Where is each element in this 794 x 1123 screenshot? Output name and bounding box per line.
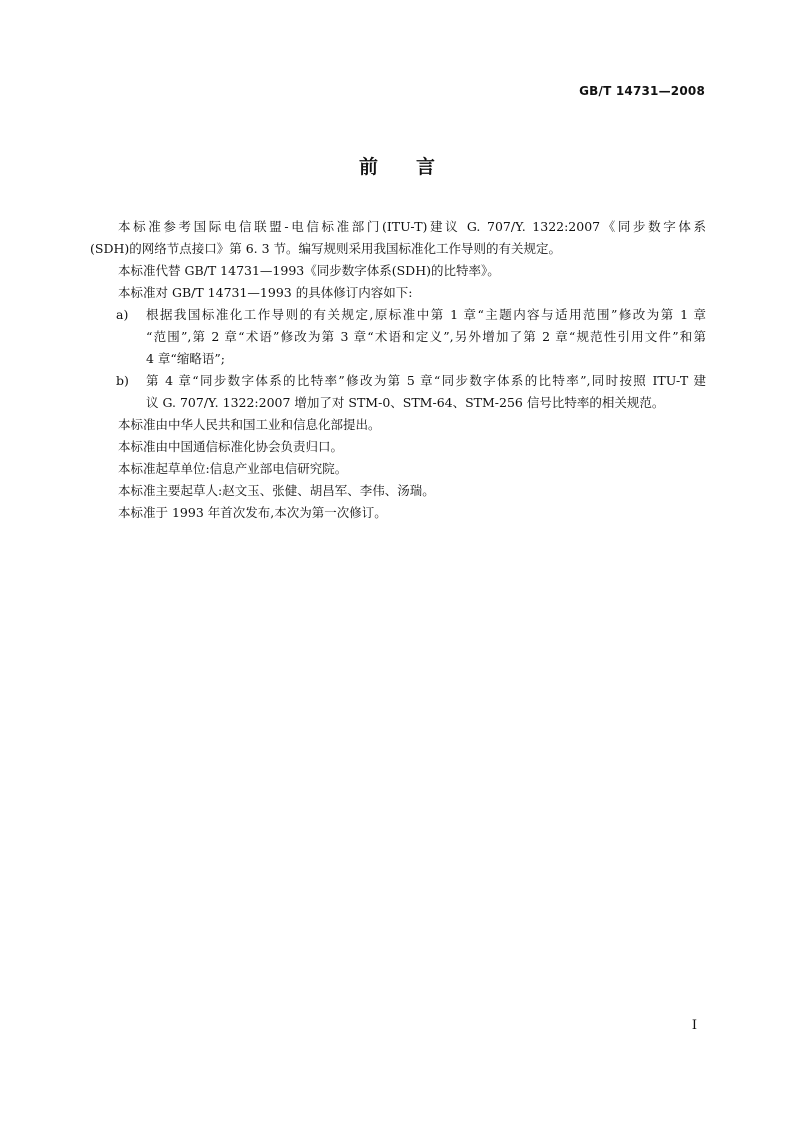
title-char-1: 前 [358,156,378,178]
foreword-body [90,216,706,524]
page-number: I [691,1018,697,1033]
paragraph-replaces: 本标准代替 GB/T 14731—1993《同步数字体系(SDH)的比特率》。 [118,263,500,278]
list-marker-a: a) [116,307,129,322]
list-item-b-line-2: 议 G. 707/Y. 1322:2007 增加了对 STM-0、STM-64、STM-256 信号比特率的相关规范。 [146,395,665,410]
paragraph-proposed-by: 本标准由中华人民共和国工业和信息化部提出。 [118,417,381,432]
list-item-b [118,370,706,414]
paragraph-reference-line-2: (SDH)的网络节点接口》第 6. 3 节。编写规则采用我国标准化工作导则的有关规定。 [90,241,562,256]
list-item-a-line-2: “范围”,第 2 章“术语”修改为第 3 章“术语和定义”,另外增加了第 2 章“规范性引用文件”和第 [146,329,706,344]
list-item-a-line-3: 4 章“缩略语”; [146,351,225,366]
list-item-b-line-1: 第 4 章“同步数字体系的比特率”修改为第 5 章“同步数字体系的比特率”,同时按照 ITU-T 建 [146,373,706,388]
paragraph-history: 本标准于 1993 年首次发布,本次为第一次修订。 [118,505,387,520]
paragraph-drafting-unit: 本标准起草单位:信息产业部电信研究院。 [118,461,348,476]
title-char-2: 言 [416,156,436,178]
paragraph-drafters: 本标准主要起草人:赵文玉、张健、胡昌军、李伟、汤瑞。 [118,483,435,498]
standard-code: GB/T 14731—2008 [579,84,705,98]
list-item-a [118,304,706,370]
list-marker-b: b) [116,373,129,388]
list-item-a-line-1: 根据我国标准化工作导则的有关规定,原标准中第 1 章“主题内容与适用范围”修改为第 1 章 [146,307,706,322]
page-title [0,152,794,179]
paragraph-revisions-intro: 本标准对 GB/T 14731—1993 的具体修订内容如下: [118,285,413,300]
paragraph-reference-line-1: 本标准参考国际电信联盟-电信标准部门(ITU-T)建议 G. 707/Y. 1322:2007《同步数字体系 [118,219,706,234]
paragraph-centralized-by: 本标准由中国通信标准化协会负责归口。 [118,439,344,454]
